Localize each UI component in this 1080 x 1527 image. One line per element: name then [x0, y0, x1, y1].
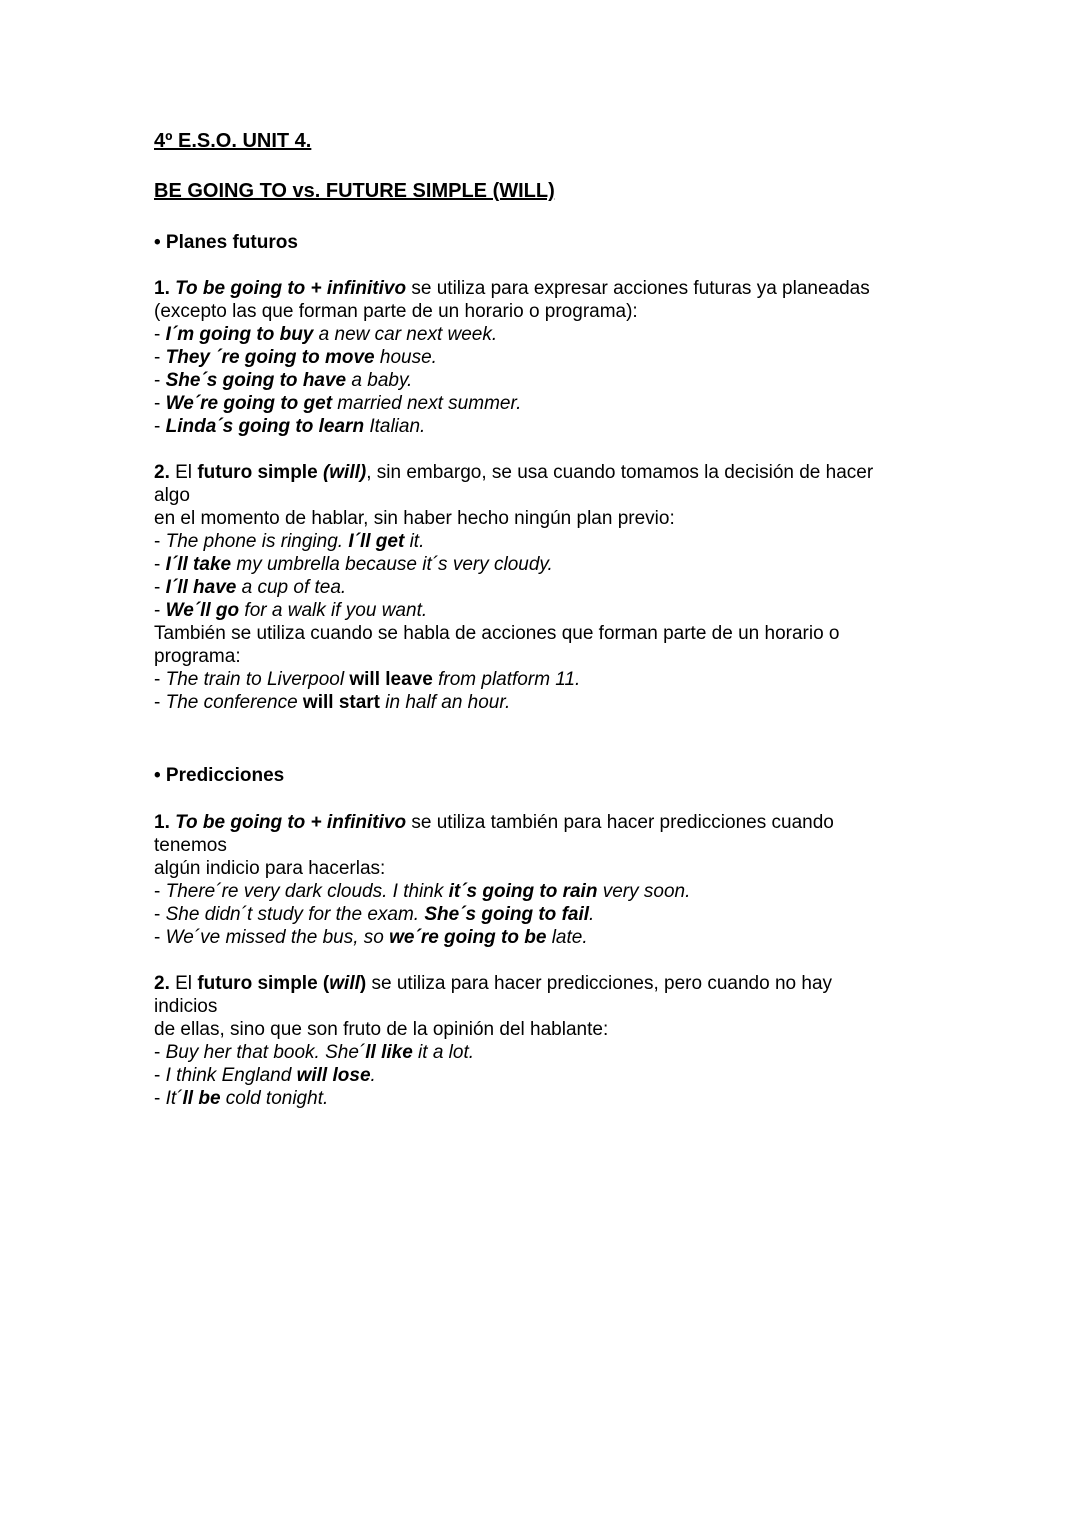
text-run: (	[317, 973, 330, 994]
example-line	[154, 369, 412, 392]
text-run: She´s going to fail	[424, 904, 590, 925]
text-run: -	[154, 416, 166, 437]
example-line	[154, 1064, 376, 1087]
text-run: 1.	[154, 812, 176, 833]
text-run: will start	[302, 692, 380, 713]
text-run: -	[154, 370, 166, 391]
text-run: it a lot.	[412, 1042, 475, 1063]
text-run: -	[154, 531, 166, 552]
plans-rule-2	[154, 461, 873, 484]
text-run: -	[154, 927, 166, 948]
text-run: will	[329, 973, 360, 994]
text-run: cold tonight.	[220, 1088, 329, 1109]
text-run: The phone is ringing.	[165, 531, 349, 552]
text-run: it´s going to rain	[448, 881, 598, 902]
text-run: -	[154, 393, 166, 414]
example-line	[154, 392, 521, 415]
text-run: my umbrella because it´s very cloudy.	[231, 554, 553, 575]
text-run: -	[154, 904, 166, 925]
example-line	[154, 691, 510, 714]
text-run: She didn´t study for the exam.	[165, 904, 425, 925]
text-run: se utiliza también para hacer predicciones cuando	[406, 812, 834, 833]
text-run: -	[154, 347, 166, 368]
text-run: for a walk if you want.	[239, 600, 428, 621]
text-run: Italian.	[364, 416, 426, 437]
plans-rule-1-line2: (excepto las que forman parte de un horario o programa):	[154, 301, 638, 322]
example-line	[154, 1041, 474, 1064]
rule-term: To be going to + infinitivo	[175, 278, 407, 299]
text-run: The conference	[165, 692, 303, 713]
text-run: 2.	[154, 973, 176, 994]
predictions-rule-1-line2: tenemos	[154, 835, 227, 856]
unit-title: 4º E.S.O. UNIT 4.	[154, 130, 312, 152]
predictions-rule-2	[154, 972, 832, 995]
text-run: late.	[546, 927, 588, 948]
text-run: we´re going to be	[389, 927, 547, 948]
example-line	[154, 576, 346, 599]
text-run: will leave	[349, 669, 433, 690]
text-run: -	[154, 1042, 166, 1063]
text-run: It´	[165, 1088, 183, 1109]
text-run: a cup of tea.	[236, 577, 347, 598]
text-run: se utiliza para hacer predicciones, pero cuando no hay	[366, 973, 833, 994]
text-run: a baby.	[346, 370, 413, 391]
example-line	[154, 668, 580, 691]
text-run: very soon.	[597, 881, 691, 902]
plans-rule-2-line2: algo	[154, 485, 190, 506]
rule-number: 1.	[154, 278, 176, 299]
rule-text: se utiliza para expresar acciones futuras ya planeadas	[406, 278, 870, 299]
predictions-rule-1-line3: algún indicio para hacerlas:	[154, 858, 386, 879]
example-line	[154, 415, 425, 438]
text-run: -	[154, 600, 166, 621]
example-line	[154, 1087, 328, 1110]
text-run: futuro simple	[197, 462, 318, 483]
predictions-rule-2-line3: de ellas, sino que son fruto de la opinión del hablante:	[154, 1019, 609, 1040]
text-run: ll like	[365, 1042, 413, 1063]
text-run: )	[359, 973, 367, 994]
text-run: married next summer.	[332, 393, 522, 414]
text-run: The train to Liverpool	[165, 669, 350, 690]
text-run: from platform 11.	[432, 669, 581, 690]
example-line	[154, 530, 424, 553]
text-run: We´ll go	[165, 600, 240, 621]
text-run: Linda´s going to learn	[165, 416, 365, 437]
text-run: We´re going to get	[165, 393, 333, 414]
plans-rule-1	[154, 277, 870, 300]
text-run: -	[154, 669, 166, 690]
section-heading-predictions: • Predicciones	[154, 765, 285, 786]
example-line	[154, 880, 690, 903]
example-line	[154, 903, 594, 926]
plans-rule-3-line2: programa:	[154, 646, 241, 667]
text-run: They ´re going to move	[165, 347, 375, 368]
predictions-rule-2-line2: indicios	[154, 996, 218, 1017]
text-run: (will)	[322, 462, 367, 483]
text-run: in half an hour.	[380, 692, 511, 713]
text-run: I´ll have	[165, 577, 237, 598]
text-run: will lose	[296, 1065, 371, 1086]
text-run: -	[154, 1088, 166, 1109]
text-run: -	[154, 577, 166, 598]
text-run: I think England	[165, 1065, 297, 1086]
text-run: 2.	[154, 462, 176, 483]
text-run: El	[175, 973, 198, 994]
example-line	[154, 553, 553, 576]
topic-title: BE GOING TO vs. FUTURE SIMPLE (WILL)	[154, 180, 555, 202]
example-line	[154, 926, 588, 949]
text-run: a new car next week.	[313, 324, 498, 345]
text-run: She´s going to have	[165, 370, 347, 391]
text-run: -	[154, 324, 166, 345]
text-run: house.	[374, 347, 437, 368]
text-run: , sin embargo, se usa cuando tomamos la decisión de hacer	[366, 462, 874, 483]
text-run: ll be	[182, 1088, 221, 1109]
predictions-rule-1	[154, 811, 834, 834]
text-run: -	[154, 554, 166, 575]
text-run: I´m going to buy	[165, 324, 314, 345]
plans-rule-2-line3: en el momento de hablar, sin haber hecho ningún plan previo:	[154, 508, 675, 529]
text-run: El	[175, 462, 198, 483]
text-run: .	[589, 904, 595, 925]
text-run: I´ll get	[348, 531, 405, 552]
text-run: There´re very dark clouds. I think	[165, 881, 449, 902]
text-run: I´ll take	[165, 554, 232, 575]
example-line	[154, 346, 437, 369]
text-run: .	[370, 1065, 376, 1086]
text-run: -	[154, 881, 166, 902]
example-line	[154, 599, 427, 622]
text-run: To be going to + infinitivo	[175, 812, 407, 833]
section-heading-plans: • Planes futuros	[154, 232, 298, 253]
plans-rule-3-line1: También se utiliza cuando se habla de acciones que forman parte de un horario o	[154, 623, 840, 644]
text-run: it.	[404, 531, 425, 552]
text-run: futuro simple	[197, 973, 318, 994]
text-run: -	[154, 1065, 166, 1086]
text-run: Buy her that book. She´	[165, 1042, 366, 1063]
text-run: -	[154, 692, 166, 713]
text-run: We´ve missed the bus, so	[165, 927, 390, 948]
example-line	[154, 323, 497, 346]
